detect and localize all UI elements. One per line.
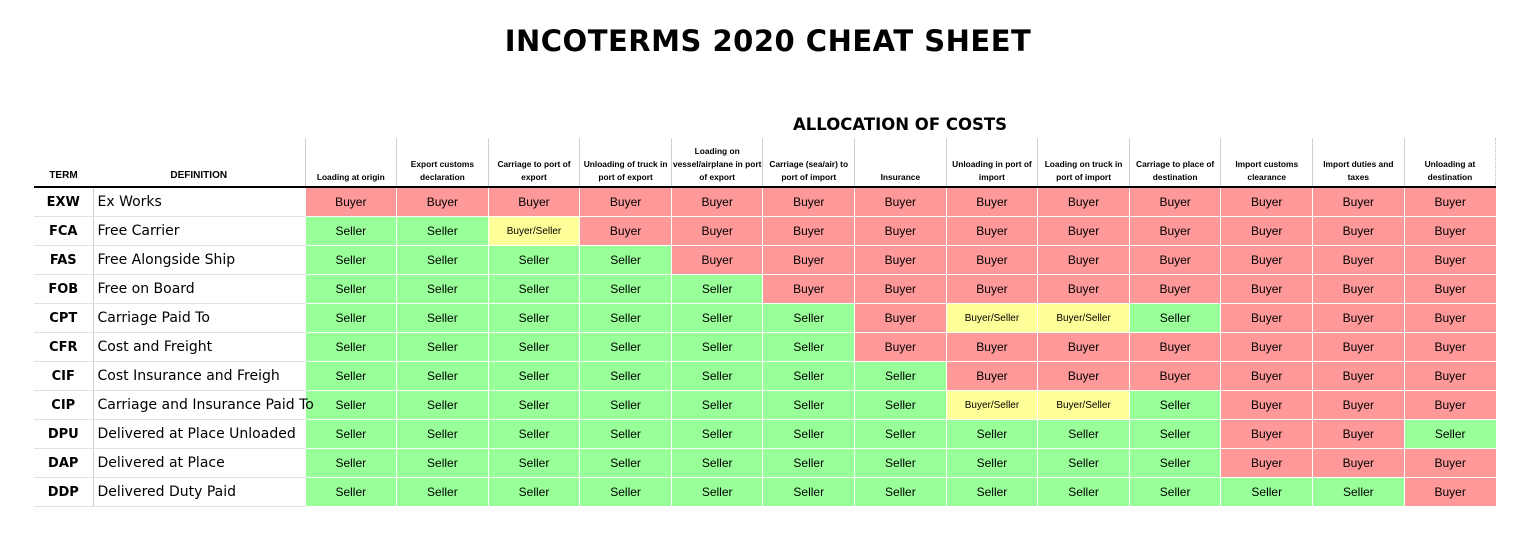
cost-column-header: Insurance	[855, 138, 947, 187]
cost-cell: Seller	[488, 420, 580, 449]
cost-cell: Seller	[763, 478, 855, 507]
cost-cell: Buyer	[763, 275, 855, 304]
cost-cell: Seller	[305, 275, 397, 304]
cost-cell: Seller	[1313, 478, 1405, 507]
cost-cell: Buyer	[1129, 217, 1221, 246]
cost-cell: Seller	[1038, 420, 1130, 449]
cost-cell: Buyer	[855, 217, 947, 246]
table-body	[34, 187, 1496, 507]
term-column-header: TERM	[34, 138, 93, 187]
cost-cell: Buyer	[1221, 304, 1313, 333]
cost-cell: Buyer	[1313, 449, 1405, 478]
cost-cell: Seller	[1129, 449, 1221, 478]
table-row	[34, 420, 1496, 449]
cost-cell: Buyer	[1038, 362, 1130, 391]
cost-cell: Buyer	[1404, 333, 1496, 362]
cost-cell: Seller	[671, 420, 763, 449]
cost-cell: Seller	[488, 333, 580, 362]
cost-cell: Buyer	[1221, 449, 1313, 478]
cost-cell: Seller	[1404, 420, 1496, 449]
cost-cell: Seller	[397, 217, 489, 246]
cost-cell: Buyer	[397, 187, 489, 217]
cost-cell: Seller	[671, 362, 763, 391]
term-definition: Ex Works	[93, 187, 305, 217]
cost-cell: Buyer	[1221, 275, 1313, 304]
cost-cell: Buyer	[1038, 246, 1130, 275]
cost-cell: Seller	[1129, 304, 1221, 333]
term-code: CIP	[34, 391, 93, 420]
cost-cell: Buyer	[1404, 478, 1496, 507]
definition-column-header: DEFINITION	[93, 138, 305, 187]
cost-cell: Buyer	[1129, 275, 1221, 304]
cost-column-header: Unloading in port of import	[946, 138, 1038, 187]
cost-cell: Buyer/Seller	[1038, 391, 1130, 420]
table-row	[34, 362, 1496, 391]
cost-cell: Seller	[488, 391, 580, 420]
cost-cell: Buyer	[946, 246, 1038, 275]
cost-cell: Seller	[397, 333, 489, 362]
cost-cell: Seller	[580, 246, 672, 275]
cost-column-header: Carriage (sea/air) to port of import	[763, 138, 855, 187]
cost-column-header: Carriage to port of export	[488, 138, 580, 187]
term-definition: Cost Insurance and Freigh	[93, 362, 305, 391]
cost-cell: Buyer	[1404, 187, 1496, 217]
term-code: CPT	[34, 304, 93, 333]
cost-cell: Seller	[397, 391, 489, 420]
cost-cell: Seller	[671, 478, 763, 507]
term-definition: Delivered Duty Paid	[93, 478, 305, 507]
cost-cell: Seller	[671, 275, 763, 304]
term-definition: Delivered at Place	[93, 449, 305, 478]
term-definition: Cost and Freight	[93, 333, 305, 362]
term-code: CIF	[34, 362, 93, 391]
cost-cell: Seller	[671, 391, 763, 420]
page-title: INCOTERMS 2020 CHEAT SHEET	[504, 24, 1032, 58]
cost-cell: Buyer	[1404, 275, 1496, 304]
term-code: FAS	[34, 246, 93, 275]
cost-column-header: Carriage to place of destination	[1129, 138, 1221, 187]
cost-cell: Buyer	[855, 275, 947, 304]
term-definition: Free Carrier	[93, 217, 305, 246]
term-definition: Free on Board	[93, 275, 305, 304]
cost-cell: Buyer	[1404, 246, 1496, 275]
cost-cell: Seller	[305, 391, 397, 420]
cost-cell: Seller	[397, 362, 489, 391]
cost-cell: Buyer/Seller	[1038, 304, 1130, 333]
cost-cell: Seller	[488, 275, 580, 304]
term-definition: Delivered at Place Unloaded	[93, 420, 305, 449]
cost-cell: Seller	[305, 304, 397, 333]
table-row	[34, 478, 1496, 507]
cost-cell: Buyer/Seller	[946, 391, 1038, 420]
cost-cell: Buyer	[855, 187, 947, 217]
cost-cell: Seller	[397, 275, 489, 304]
term-code: EXW	[34, 187, 93, 217]
cost-cell: Buyer	[671, 246, 763, 275]
cost-cell: Buyer	[1404, 449, 1496, 478]
cost-cell: Seller	[305, 333, 397, 362]
cost-cell: Buyer	[1038, 187, 1130, 217]
cost-cell: Buyer	[1313, 362, 1405, 391]
cost-cell: Buyer	[1038, 333, 1130, 362]
cost-cell: Seller	[671, 304, 763, 333]
cost-cell: Seller	[488, 304, 580, 333]
cost-cell: Buyer	[946, 333, 1038, 362]
term-definition: Free Alongside Ship	[93, 246, 305, 275]
cost-column-header: Export customs declaration	[397, 138, 489, 187]
cost-cell: Buyer	[1221, 420, 1313, 449]
table-row	[34, 187, 1496, 217]
table-row	[34, 304, 1496, 333]
incoterms-table	[34, 138, 1496, 507]
table-row	[34, 246, 1496, 275]
cost-cell: Buyer	[1038, 275, 1130, 304]
cost-cell: Buyer	[671, 217, 763, 246]
cost-cell: Seller	[580, 420, 672, 449]
cost-cell: Seller	[488, 246, 580, 275]
cost-cell: Buyer	[855, 246, 947, 275]
cost-cell: Seller	[397, 478, 489, 507]
cost-cell: Buyer	[488, 187, 580, 217]
cost-cell: Seller	[855, 362, 947, 391]
cost-cell: Buyer	[1313, 217, 1405, 246]
cost-cell: Seller	[580, 275, 672, 304]
cost-cell: Seller	[580, 391, 672, 420]
cost-cell: Seller	[488, 449, 580, 478]
cost-cell: Buyer	[1404, 391, 1496, 420]
term-code: FCA	[34, 217, 93, 246]
cost-cell: Seller	[397, 304, 489, 333]
cost-cell: Buyer	[580, 187, 672, 217]
cost-cell: Buyer	[1221, 391, 1313, 420]
term-code: DPU	[34, 420, 93, 449]
cost-cell: Seller	[763, 449, 855, 478]
cost-cell: Buyer	[1313, 391, 1405, 420]
cost-column-header: Unloading of truck in port of export	[580, 138, 672, 187]
cost-column-header: Loading on vessel/airplane in port of export	[671, 138, 763, 187]
cost-cell: Seller	[397, 449, 489, 478]
cost-cell: Buyer	[763, 246, 855, 275]
cost-cell: Seller	[488, 362, 580, 391]
cost-cell: Seller	[763, 304, 855, 333]
cost-cell: Seller	[855, 478, 947, 507]
cost-cell: Seller	[946, 449, 1038, 478]
cost-cell: Buyer/Seller	[946, 304, 1038, 333]
cost-cell: Seller	[1038, 478, 1130, 507]
cost-cell: Buyer	[763, 217, 855, 246]
table-row	[34, 217, 1496, 246]
cost-cell: Buyer	[1129, 333, 1221, 362]
cost-cell: Seller	[305, 478, 397, 507]
cost-cell: Seller	[671, 449, 763, 478]
section-title: ALLOCATION OF COSTS	[792, 115, 1007, 134]
table-row	[34, 275, 1496, 304]
cost-cell: Buyer	[1313, 333, 1405, 362]
cost-cell: Seller	[397, 420, 489, 449]
cost-cell: Buyer	[305, 187, 397, 217]
cost-cell: Buyer	[1129, 187, 1221, 217]
cost-column-header: Import duties and taxes	[1313, 138, 1405, 187]
cost-cell: Buyer	[946, 187, 1038, 217]
cost-cell: Seller	[1038, 449, 1130, 478]
cost-cell: Seller	[580, 449, 672, 478]
cost-cell: Buyer	[1129, 362, 1221, 391]
header-row	[34, 138, 1496, 187]
cost-column-header: Import customs clearance	[1221, 138, 1313, 187]
cost-cell: Buyer	[580, 217, 672, 246]
cost-cell: Buyer	[855, 333, 947, 362]
term-code: DAP	[34, 449, 93, 478]
term-code: CFR	[34, 333, 93, 362]
cost-cell: Buyer	[1221, 187, 1313, 217]
table-row	[34, 449, 1496, 478]
cost-cell: Seller	[1221, 478, 1313, 507]
cost-cell: Buyer	[1221, 246, 1313, 275]
cost-cell: Buyer	[1129, 246, 1221, 275]
cost-cell: Seller	[763, 420, 855, 449]
cost-cell: Seller	[855, 391, 947, 420]
cost-cell: Buyer	[946, 362, 1038, 391]
cost-cell: Seller	[946, 420, 1038, 449]
cost-cell: Seller	[580, 478, 672, 507]
cost-cell: Seller	[580, 333, 672, 362]
cost-cell: Seller	[305, 362, 397, 391]
cost-cell: Seller	[671, 333, 763, 362]
term-code: DDP	[34, 478, 93, 507]
cost-cell: Seller	[1129, 478, 1221, 507]
cost-cell: Buyer	[1313, 304, 1405, 333]
cost-cell: Buyer	[1221, 333, 1313, 362]
cost-cell: Buyer	[671, 187, 763, 217]
cost-cell: Buyer	[1221, 362, 1313, 391]
cost-cell: Buyer	[763, 187, 855, 217]
cost-cell: Seller	[397, 246, 489, 275]
table-row	[34, 333, 1496, 362]
cost-cell: Seller	[305, 246, 397, 275]
cost-cell: Seller	[305, 449, 397, 478]
cost-cell: Buyer	[1313, 187, 1405, 217]
cost-cell: Buyer	[855, 304, 947, 333]
cost-cell: Buyer	[1404, 362, 1496, 391]
cost-column-header: Unloading at destination	[1404, 138, 1496, 187]
cost-cell: Seller	[305, 217, 397, 246]
cost-cell: Buyer/Seller	[488, 217, 580, 246]
cost-cell: Seller	[1129, 391, 1221, 420]
cost-cell: Buyer	[1404, 217, 1496, 246]
cost-cell: Seller	[488, 478, 580, 507]
cost-cell: Seller	[763, 391, 855, 420]
cost-cell: Buyer	[1313, 275, 1405, 304]
term-code: FOB	[34, 275, 93, 304]
cost-cell: Seller	[763, 333, 855, 362]
cost-cell: Seller	[855, 420, 947, 449]
cost-cell: Buyer	[1313, 420, 1405, 449]
cost-cell: Buyer	[946, 275, 1038, 304]
table-row	[34, 391, 1496, 420]
cost-cell: Seller	[580, 362, 672, 391]
cost-cell: Buyer	[1221, 217, 1313, 246]
cost-cell: Buyer	[1404, 304, 1496, 333]
cost-cell: Seller	[855, 449, 947, 478]
cost-cell: Seller	[1129, 420, 1221, 449]
term-definition: Carriage Paid To	[93, 304, 305, 333]
term-definition: Carriage and Insurance Paid To	[93, 391, 305, 420]
cost-cell: Seller	[580, 304, 672, 333]
cost-cell: Buyer	[946, 217, 1038, 246]
cost-cell: Seller	[305, 420, 397, 449]
cost-cell: Buyer	[1038, 217, 1130, 246]
cost-cell: Buyer	[1313, 246, 1405, 275]
cost-cell: Seller	[946, 478, 1038, 507]
cost-cell: Seller	[763, 362, 855, 391]
cost-column-header: Loading at origin	[305, 138, 397, 187]
cost-column-header: Loading on truck in port of import	[1038, 138, 1130, 187]
